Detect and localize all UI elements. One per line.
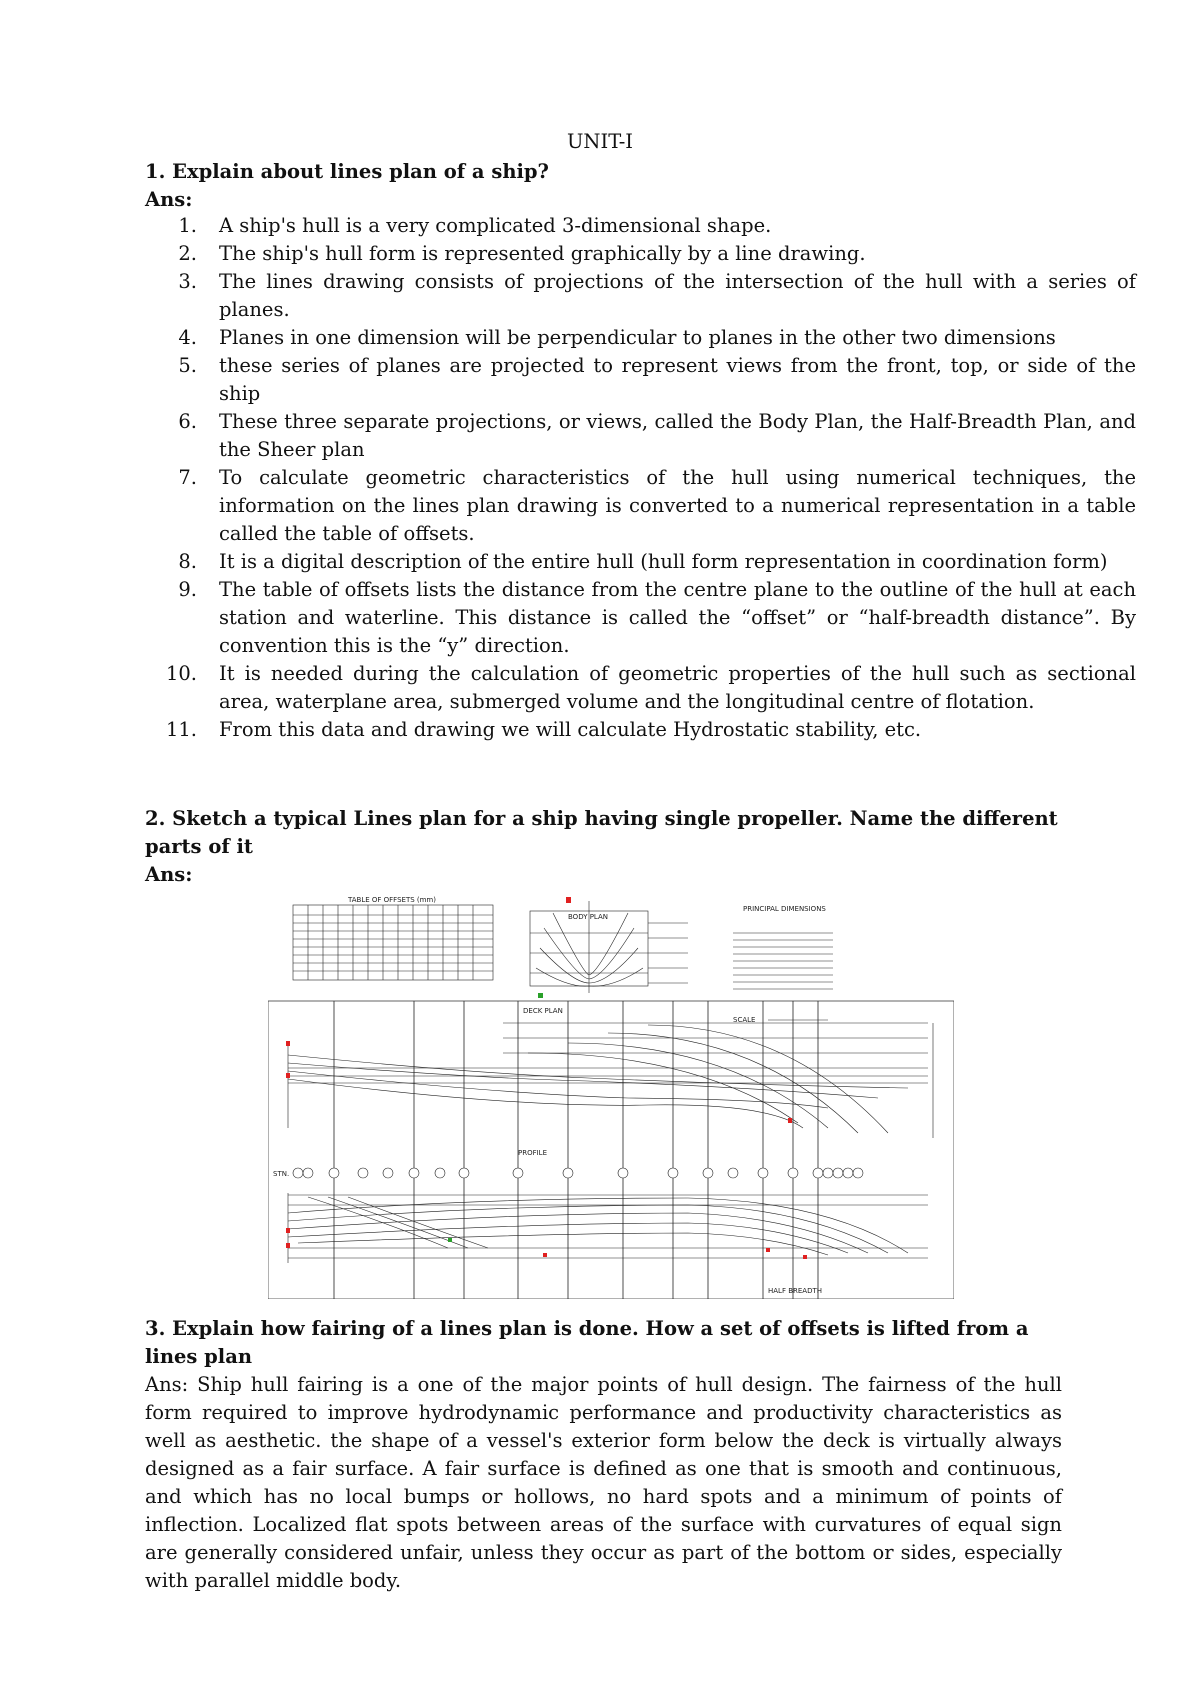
body-plan: [530, 901, 688, 993]
station-lines: [334, 1001, 818, 1299]
answer-2-label: Ans:: [145, 863, 193, 886]
answer-1-label: Ans:: [145, 188, 193, 211]
profile-plan: [288, 1023, 933, 1138]
scale-label: SCALE: [733, 1016, 756, 1024]
answer-3-paragraph: Ans: Ship hull fairing is a one of the major points of hull design. The fairness of the hull form required to improve hydrodynamic performance and productivity characteristics as well as aesthetic. the shape of a vessel's exterior form below the deck is virtually always designed as a fair surface. A fair surface is defined as one that is smooth and continuous, and which has no local bumps or hollows, no hard spots and a minimum of points of inflection. Localized flat spots between areas of the surface with curvatures of equal sign are generally considered unfair, unless they occur as part of the bottom or sides, especially with parallel middle body.: [145, 1373, 1062, 1592]
list-item: 2. The ship's hull form is represented graphically by a line drawing.: [178, 242, 866, 265]
list-item: 1. A ship's hull is a very complicated 3-dimensional shape.: [178, 214, 772, 237]
table-title: TABLE OF OFFSETS (mm): [348, 896, 436, 904]
station-prefix: STN.: [273, 1170, 290, 1178]
half-breadth-label: HALF BREADTH: [768, 1287, 823, 1295]
lines-plan-figure: [268, 893, 954, 1299]
station-markers: [293, 1168, 863, 1178]
lines-plan-drawing: [268, 893, 954, 1299]
half-breadth-plan: [288, 1193, 928, 1263]
body-plan-label: BODY PLAN: [568, 913, 609, 921]
red-marker: [566, 897, 571, 903]
profile-label: PROFILE: [518, 1149, 548, 1157]
answer-1-list: [145, 212, 1136, 744]
question-1: 1. Explain about lines plan of a ship?: [145, 160, 549, 183]
list-item: 10. It is needed during the calculation of geometric properties of the hull such as sectional area, waterplane area, submerged volume and the longitudinal centre of flotation.: [165, 662, 1136, 713]
list-item: 7. To calculate geometric characteristics of the hull using numerical techniques, the information on the lines plan drawing is converted to a numerical representation in a table called the table of offsets.: [178, 466, 1136, 545]
deck-plan-label: DECK PLAN: [523, 1007, 563, 1015]
list-item: 4. Planes in one dimension will be perpendicular to planes in the other two dimensions: [178, 326, 1056, 349]
principal-dimensions-title: PRINCIPAL DIMENSIONS: [743, 905, 826, 913]
green-marker: [538, 993, 543, 998]
list-item: 9. The table of offsets lists the distance from the centre plane to the outline of the hull at each station and waterline. This distance is called the “offset” or “half-breadth distance”. By convention this is the “y” direction.: [178, 578, 1136, 657]
list-item: 5. these series of planes are projected to represent views from the front, top, or side of the ship: [178, 354, 1136, 405]
list-item: 11. From this data and drawing we will calculate Hydrostatic stability, etc.: [165, 718, 922, 741]
unit-title: UNIT-I: [567, 130, 633, 153]
drawing-frame: [268, 1001, 954, 1299]
list-item: 3. The lines drawing consists of projections of the intersection of the hull with a series of planes.: [178, 270, 1136, 321]
table-of-offsets: [293, 905, 493, 980]
question-2: 2. Sketch a typical Lines plan for a ship having single propeller. Name the different parts of it: [145, 807, 1058, 858]
question-3: 3. Explain how fairing of a lines plan is done. How a set of offsets is lifted from a lines plan: [145, 1317, 1029, 1368]
list-item: 6. These three separate projections, or views, called the Body Plan, the Half-Breadth Plan, and the Sheer plan: [178, 410, 1136, 461]
list-item: 8. It is a digital description of the entire hull (hull form representation in coordination form): [178, 550, 1108, 573]
